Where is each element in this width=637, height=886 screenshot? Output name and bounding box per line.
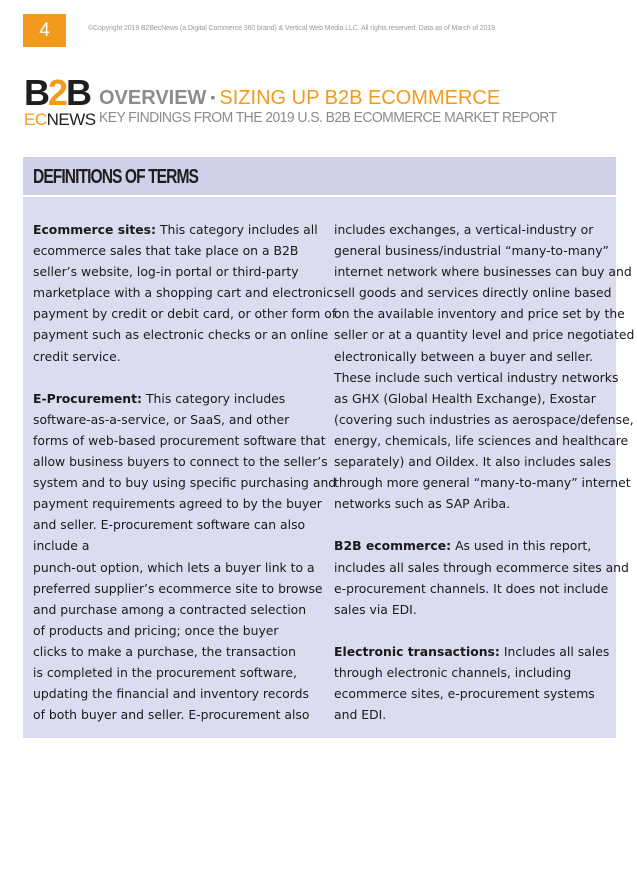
text-line [33,430,326,451]
text-line [334,557,629,578]
term-text: Includes all sales [499,643,610,659]
term-text: and purchase among a contracted selection [33,601,307,617]
term-text: separately) and Oildex. It also includes sales [334,454,611,470]
title-overview: OVERVIEW [99,87,207,109]
page-number: 4 [39,19,50,41]
text-line [33,662,323,683]
page-title [99,86,500,109]
term-text: marketplace with a shopping cart and electronic [33,285,334,301]
text-line [33,219,323,240]
text-line [33,620,323,641]
text-line [33,324,329,345]
text-line [33,303,337,324]
text-line [33,240,323,261]
text-line [33,514,323,535]
term-text: electronically between a buyer and seller. [334,348,594,364]
term-text: networks such as SAP Ariba. [334,496,511,512]
text-line [33,388,323,409]
term-text: credit service. [33,348,121,364]
term-text: general business/industrial “many-to-many” [334,243,609,259]
term-text: seller’s website, log-in portal or third-party [33,264,299,280]
text-line [33,704,323,725]
text-line [334,430,629,451]
term-text: payment such as electronic checks or an online [33,327,329,343]
term-text: punch-out option, which lets a buyer link to a [33,559,315,575]
text-line [334,704,616,725]
term-text: clicks to make a purchase, the transaction [33,643,296,659]
text-line [334,683,616,704]
text-line [33,683,323,704]
text-line [334,367,619,388]
text-line [33,493,323,514]
term-text: is completed in the procurement software, [33,664,297,680]
text-line [33,451,328,472]
text-line [334,409,634,430]
text-line [334,641,616,662]
text-line [33,641,323,662]
term-text: This category includes all [156,222,318,237]
paragraph-gap [334,514,616,535]
term-text: sell goods and services directly online based [334,285,612,301]
title-separator: ▪ [210,89,216,105]
term-text: of both buyer and seller. E-procurement also [33,707,310,723]
paragraph-gap [334,620,616,641]
text-line [334,282,616,303]
text-line [334,261,632,282]
term-text: and seller. E-procurement software can also [33,517,306,533]
definitions-panel [23,157,635,738]
text-line [33,282,334,303]
term-text: This category includes [142,390,286,406]
term-text: ecommerce sales that take place on a B2B [33,243,299,259]
logo-ecnews: ECNEWS [24,110,96,129]
term-text: sales via EDI. [334,601,417,617]
definitions-left-column [33,219,337,725]
term-text: system and to buy using specific purchasing and [33,475,337,491]
text-line [33,599,323,620]
text-line [334,493,616,514]
term-text: allow business buyers to connect to the seller’s [33,454,328,470]
text-line [334,303,625,324]
definitions-header [23,157,616,197]
term-text: preferred supplier’s ecommerce site to browse [33,580,323,596]
b2b-ecnews-logo[interactable] [24,72,96,129]
term-text: through electronic channels, including [334,664,572,680]
term-text: includes exchanges, a vertical-industry or [334,222,594,237]
term-text: updating the financial and inventory records [33,686,309,702]
term-text: (covering such industries as aerospace/defense, [334,411,634,427]
text-line [33,578,323,599]
term-text: forms of web-based procurement software that [33,432,326,448]
title-sizing-up: SIZING UP B2B ECOMMERCE [219,87,501,109]
page-number-badge [23,14,66,47]
term-text: internet network where businesses can buy and [334,264,632,280]
term-text: e-procurement channels. It does not include [334,580,609,596]
text-line [334,219,616,240]
term-text: payment by credit or debit card, or other form of [33,306,337,322]
term-text: ecommerce sites, e-procurement systems [334,686,595,702]
logo-b2b: B2B [24,72,91,113]
text-line [334,240,616,261]
term-text: As used in this report, [451,538,592,554]
text-line [334,578,616,599]
term-text: through more general “many-to-many” internet [334,475,631,491]
term-text: seller or at a quantity level and price negotiated [334,327,635,343]
text-line [33,409,323,430]
term-label: B2B ecommerce: [334,538,452,554]
term-text: on the available inventory and price set by the [334,306,625,322]
definitions-right-column [334,219,635,725]
term-text: energy, chemicals, life sciences and healthcare [334,432,629,448]
text-line [334,346,616,367]
term-text: includes all sales through ecommerce sites and [334,559,629,575]
term-text: payment requirements agreed to by the buyer [33,496,322,512]
paragraph-gap [33,367,323,388]
page-subtitle: KEY FINDINGS FROM THE 2019 U.S. B2B ECOMMERCE MARKET REPORT [99,109,557,126]
term-text: and EDI. [334,707,387,723]
term-text: as GHX (Global Health Exchange), Exostar [334,390,596,406]
text-line [334,451,616,472]
text-line [334,535,616,556]
text-line [33,472,337,493]
term-text: software-as-a-service, or SaaS, and other [33,411,290,427]
text-line [33,346,323,367]
term-label: Ecommerce sites: [33,222,156,237]
text-line [334,472,631,493]
text-line [334,388,616,409]
copyright-notice: ©Copyright 2019 B2BecNews (a Digital Commerce 360 brand) & Vertical Web Media LLC. All rights reserved. Data as of March of 2019. [88,25,497,32]
text-line [33,261,323,282]
text-line [334,662,616,683]
text-line [334,599,616,620]
text-line [33,557,323,578]
term-label: E-Procurement: [33,390,143,406]
definitions-title: DEFINITIONS OF TERMS [33,166,199,188]
term-text: These include such vertical industry networks [334,369,619,385]
text-line [334,324,635,345]
term-label: Electronic transactions: [334,643,500,659]
term-text: of products and pricing; once the buyer [33,622,279,638]
term-text: include a [33,538,90,554]
text-line [33,535,323,556]
